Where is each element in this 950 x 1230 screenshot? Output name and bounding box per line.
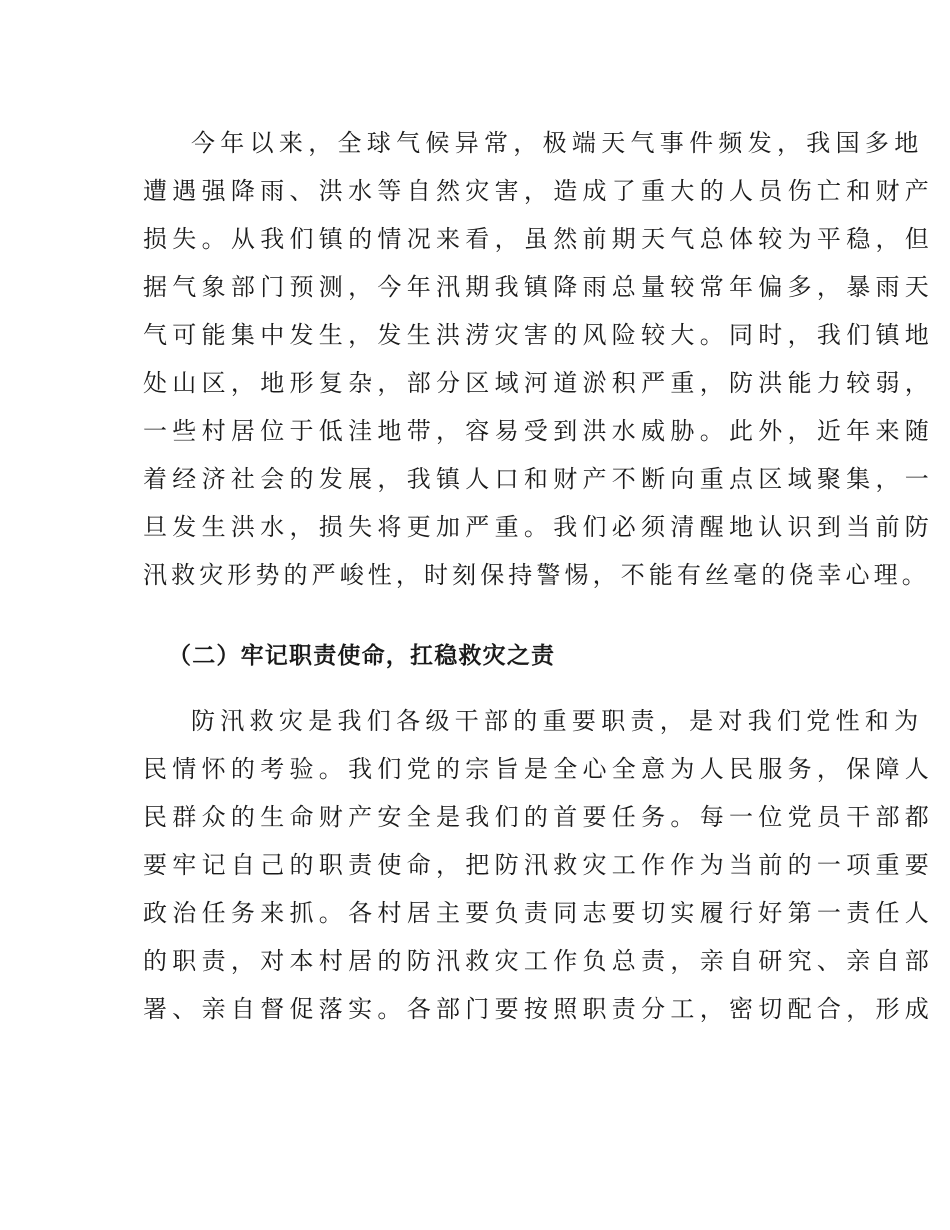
paragraph-2-line-1: 防汛救灾是我们各级干部的重要职责，是对我们党性和为 xyxy=(191,707,924,735)
paragraph-1-line-8: 着经济社会的发展，我镇人口和财产不断向重点区域聚集，一 xyxy=(143,465,935,493)
paragraph-2-line-5: 政治任务来抓。各村居主要负责同志要切实履行好第一责任人 xyxy=(143,899,935,927)
section-heading: （二）牢记职责使命，扛稳救灾之责 xyxy=(168,643,556,669)
paragraph-2-line-4: 要牢记自己的职责使命，把防汛救灾工作作为当前的一项重要 xyxy=(143,851,935,879)
paragraph-1-line-7: 一些村居位于低洼地带，容易受到洪水威胁。此外，近年来随 xyxy=(143,417,935,445)
paragraph-2-line-6: 的职责，对本村居的防汛救灾工作负总责，亲自研究、亲自部 xyxy=(143,947,935,975)
paragraph-2-line-7: 署、亲自督促落实。各部门要按照职责分工，密切配合，形成 xyxy=(143,995,935,1023)
paragraph-1-line-9: 旦发生洪水，损失将更加严重。我们必须清醒地认识到当前防 xyxy=(143,513,935,541)
paragraph-2-line-3: 民群众的生命财产安全是我们的首要任务。每一位党员干部都 xyxy=(143,803,935,831)
paragraph-2-line-2: 民情怀的考验。我们党的宗旨是全心全意为人民服务，保障人 xyxy=(143,755,935,783)
paragraph-1-line-3: 损失。从我们镇的情况来看，虽然前期天气总体较为平稳，但 xyxy=(143,225,935,253)
paragraph-1-line-10: 汛救灾形势的严峻性，时刻保持警惕，不能有丝毫的侥幸心理。 xyxy=(143,561,930,589)
paragraph-1-line-6: 处山区，地形复杂，部分区域河道淤积严重，防洪能力较弱， xyxy=(143,369,935,397)
paragraph-1-line-2: 遭遇强降雨、洪水等自然灾害，造成了重大的人员伤亡和财产 xyxy=(143,177,935,205)
paragraph-1-line-1: 今年以来，全球气候异常，极端天气事件频发，我国多地 xyxy=(191,129,924,157)
paragraph-1-line-5: 气可能集中发生，发生洪涝灾害的风险较大。同时，我们镇地 xyxy=(143,321,935,349)
paragraph-1-line-4: 据气象部门预测，今年汛期我镇降雨总量较常年偏多，暴雨天 xyxy=(143,273,935,301)
